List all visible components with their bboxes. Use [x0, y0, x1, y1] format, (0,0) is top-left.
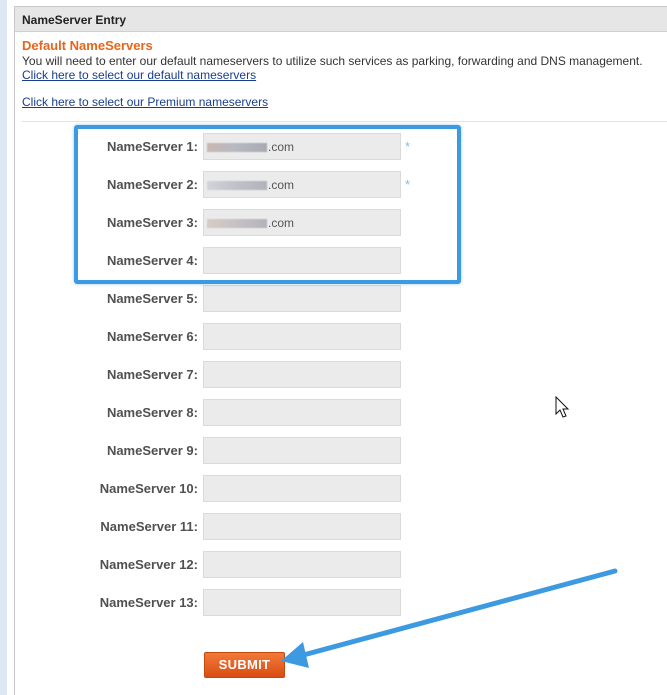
nameserver-label: NameServer 7:: [106, 367, 198, 382]
nameserver-value: .com: [268, 178, 295, 192]
nameserver-label: NameServer 13:: [99, 595, 198, 610]
nameserver-5-input[interactable]: [203, 285, 401, 312]
nameserver-label: NameServer 5:: [106, 291, 198, 306]
nameserver-row-5: [15, 285, 435, 313]
required-marker: *: [405, 139, 411, 154]
nameserver-label: NameServer 6:: [106, 329, 198, 344]
nameserver-label: NameServer 1:: [106, 139, 198, 154]
nameserver-row-10: [15, 475, 435, 503]
nameserver-8-input[interactable]: [203, 399, 401, 426]
nameserver-label: NameServer 10:: [99, 481, 198, 496]
nameserver-12-input[interactable]: [203, 551, 401, 578]
nameserver-label: NameServer 11:: [100, 519, 198, 534]
nameserver-label: NameServer 4:: [106, 253, 198, 268]
nameserver-13-input[interactable]: [203, 589, 401, 616]
nameserver-label: NameServer 9:: [106, 443, 198, 458]
default-nameservers-link[interactable]: Click here to select our default nameservers: [22, 68, 257, 82]
nameserver-label: NameServer 8:: [106, 405, 198, 420]
nameserver-6-input[interactable]: [203, 323, 401, 350]
divider: [22, 121, 667, 122]
nameserver-panel: [14, 6, 667, 695]
nameserver-row-8: [15, 399, 435, 427]
nameserver-row-6: [15, 323, 435, 351]
annotation-highlight-box: [74, 125, 461, 284]
page-left-strip: [0, 0, 7, 695]
nameserver-value: .com: [268, 140, 295, 154]
nameserver-label: NameServer 12:: [99, 557, 198, 572]
nameserver-7-input[interactable]: [203, 361, 401, 388]
nameserver-row-13: [15, 589, 435, 617]
nameserver-row-7: [15, 361, 435, 389]
nameserver-value: .com: [268, 216, 295, 230]
submit-button[interactable]: SUBMIT: [204, 652, 285, 678]
section-description: You will need to enter our default nameservers to utilize such services as parking, forwarding and DNS management.: [22, 54, 643, 68]
nameserver-10-input[interactable]: [203, 475, 401, 502]
required-marker: *: [405, 177, 411, 192]
nameserver-row-12: [15, 551, 435, 579]
nameserver-row-9: [15, 437, 435, 465]
nameserver-9-input[interactable]: [203, 437, 401, 464]
nameserver-11-input[interactable]: [203, 513, 401, 540]
nameserver-label: NameServer 2:: [106, 177, 198, 192]
premium-nameservers-link[interactable]: Click here to select our Premium nameservers: [22, 95, 269, 109]
section-title: Default NameServers: [22, 38, 153, 53]
nameserver-row-11: [15, 513, 435, 541]
panel-title: NameServer Entry: [15, 7, 667, 32]
nameserver-label: NameServer 3:: [106, 215, 198, 230]
